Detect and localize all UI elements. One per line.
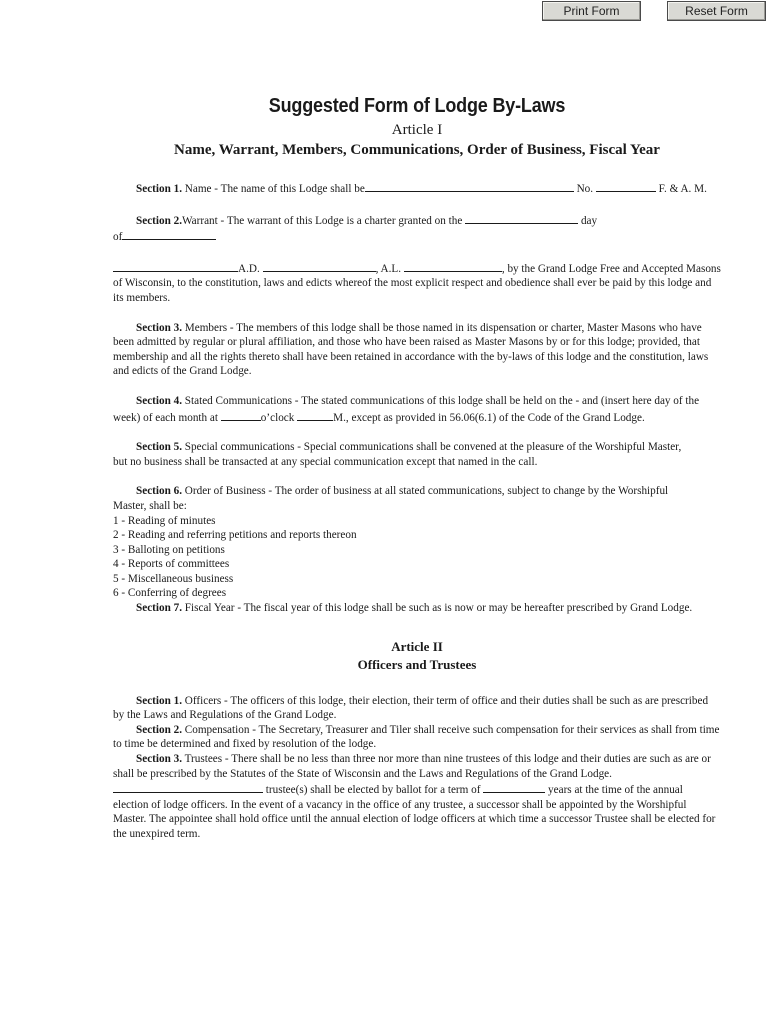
article-1-section-7 (113, 601, 721, 616)
article-1-section-5 (113, 440, 721, 455)
lodge-number-field[interactable] (596, 180, 656, 192)
section-label: Section 3. (136, 321, 182, 334)
ad-year-field-2[interactable] (263, 260, 376, 272)
fam-label: F. & A. M. (655, 183, 707, 195)
al-year-field[interactable] (404, 260, 502, 272)
section-label: Section 6. (136, 485, 182, 498)
warrant-date-field[interactable] (465, 212, 578, 224)
reset-form-button[interactable]: Reset Form (667, 1, 766, 21)
document-title: Suggested Form of Lodge By-Laws (268, 95, 566, 117)
lodge-name-field[interactable] (365, 180, 574, 192)
section-label: Section 1. (136, 694, 182, 707)
number-label: No. (573, 183, 596, 195)
section-label: Section 4. (136, 394, 182, 407)
warrant-month-field[interactable] (122, 228, 216, 240)
ad-label: A.D. (238, 262, 263, 275)
article-1-section-5-line2: but no business shall be transacted at any special communication except that named in the call. (113, 455, 538, 468)
order-item: 3 - Balloting on petitions (113, 543, 225, 556)
al-label: , A.L. (375, 262, 404, 275)
section-label: Section 5. (136, 441, 182, 454)
meeting-ampm-field[interactable] (297, 409, 333, 421)
day-label: day (578, 214, 598, 227)
article-1-section-2-continued (113, 260, 721, 306)
section-text: Stated Communications - The stated communications of this lodge shall be held on the - and (insert here day of the week) of each month at (113, 394, 700, 424)
article-1-section-1 (113, 180, 721, 197)
article-1-subheading: Name, Warrant, Members, Communications, Order of Business, Fiscal Year (174, 142, 660, 158)
article-1-section-2 (113, 212, 721, 245)
trustee-count-field[interactable] (113, 781, 263, 793)
print-form-button[interactable]: Print Form (542, 1, 641, 21)
order-item: 4 - Reports of committees (113, 558, 230, 571)
order-item: 6 - Conferring of degrees (113, 587, 227, 600)
article-1-section-3 (113, 321, 721, 379)
section-text: Special communications - Special communications shall be convened at the pleasure of the Worshipful Master, (182, 441, 682, 454)
section-text: Trustees - There shall be no less than three nor more than nine trustees of this lodge and their duties are such as are or shall be prescribed by the Statutes of the State of Wisconsin and the Laws and Regulations of the Grand Lodge. (113, 753, 711, 780)
section-label: Section 7. (136, 602, 182, 615)
article-1-section-6-line2: Master, shall be: (113, 499, 187, 512)
section-text: Fiscal Year - The fiscal year of this lodge shall be such as is now or may be hereafter prescribed by Grand Lodge. (182, 602, 693, 615)
bylaws-document (113, 92, 721, 842)
article-1-section-6 (113, 484, 721, 499)
ad-year-field[interactable] (113, 260, 238, 272)
section-label: Section 3. (136, 753, 182, 766)
section-label: Section 1. (136, 183, 182, 195)
article-1-heading: Article I (391, 122, 443, 138)
article-2-section-2 (113, 723, 721, 752)
section-label: Section 2. (136, 723, 182, 736)
article-2-section-3-continued (113, 781, 721, 841)
oclock-label: o’clock (260, 411, 298, 424)
meeting-hour-field[interactable] (221, 409, 261, 421)
section-text: Order of Business - The order of business at all stated communications, subject to change by the Worshipful (182, 485, 669, 498)
section-label: Section 2. (136, 214, 182, 227)
section-text: Warrant - The warrant of this Lodge is a charter granted on the (182, 214, 466, 227)
order-item: 1 - Reading of minutes (113, 514, 216, 527)
of-label: of (113, 231, 123, 244)
section-text: Officers - The officers of this lodge, their election, their term of office and their duties shall be such as are prescribed by the Laws and Regulations of the Grand Lodge. (113, 694, 709, 722)
section-text: Name - The name of this Lodge shall be (182, 183, 365, 195)
form-toolbar (0, 0, 768, 24)
article-1-section-4 (113, 394, 721, 425)
section-text: trustee(s) shall be elected by ballot for a term of (263, 784, 484, 797)
article-2-subheading: Officers and Trustees (357, 656, 477, 672)
section-text: Members - The members of this lodge shall be those named in its dispensation or charter, Master Masons who have been admitted by regular or plural affiliation, and those who have been raised as Master Masons by or for this lodge; provided, that membership and all the rights thereto shall have been retained in accordance with the by-laws of this lodge and the constitution, laws and edicts of the Grand Lodge. (113, 321, 709, 378)
order-item: 2 - Reading and referring petitions and reports thereon (113, 529, 357, 542)
article-2-section-1 (113, 694, 721, 723)
order-item: 5 - Miscellaneous business (113, 572, 234, 585)
trustee-term-field[interactable] (483, 781, 545, 793)
section-text: , by the Grand Lodge Free and Accepted Masons of Wisconsin, to the constitution, laws and edicts whereof the most explicit respect and obedience shall ever be paid by this lodge and its members. (113, 262, 721, 304)
section-text: Compensation - The Secretary, Treasurer and Tiler shall receive such compensation for their services as shall from time to time be determined and fixed by resolution of the lodge. (113, 723, 720, 751)
section-text-2: M., except as provided in 56.06(6.1) of the Code of the Grand Lodge. (333, 411, 645, 424)
article-2-heading: Article II (391, 638, 443, 654)
article-2-section-3 (113, 752, 721, 781)
section-text-2: years at the time of the annual election of lodge officers. In the event of a vacancy in the office of any trustee, a successor shall be appointed by the Worshipful Master. The appointee shall hold office until the annual election of lodge officers at which time a successor Trustee shall be elected for the unexpired term. (113, 784, 716, 840)
